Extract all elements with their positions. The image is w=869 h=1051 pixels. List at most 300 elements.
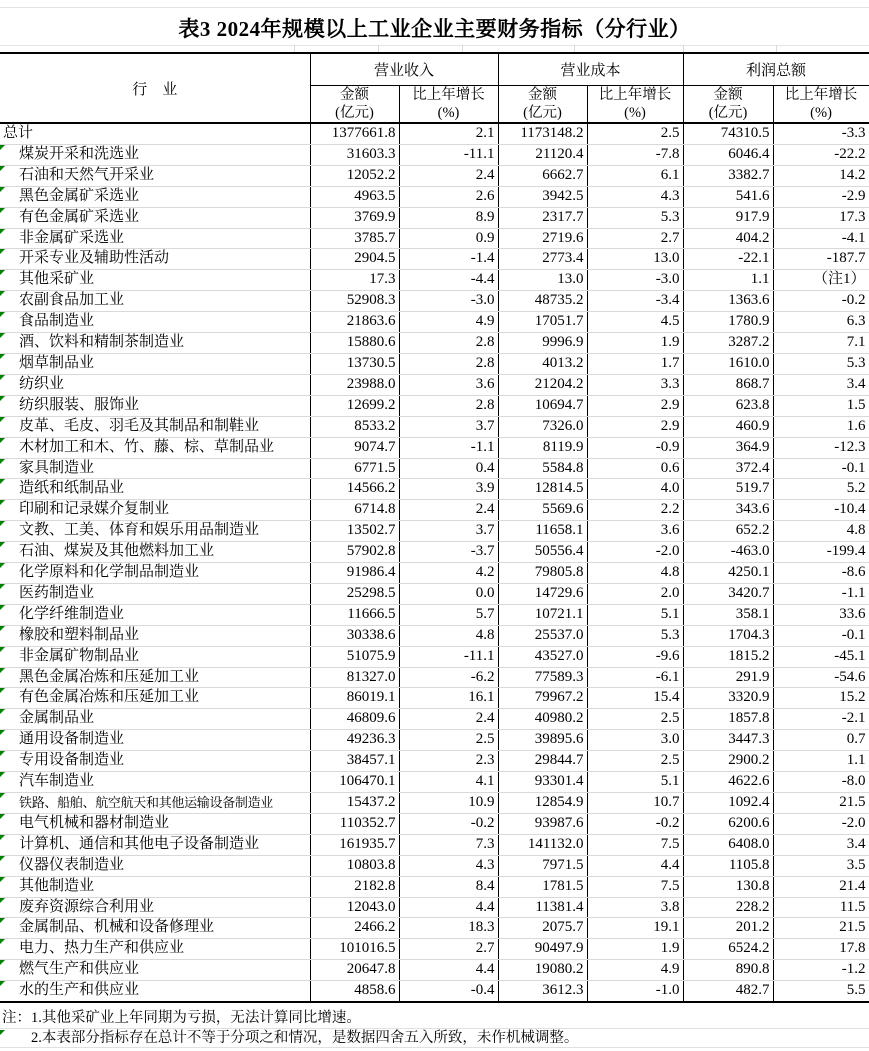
revenue-growth-cell: 10.9 (399, 793, 498, 814)
profit-amount-cell: 460.9 (683, 416, 773, 437)
industry-name-cell: 黑色金属矿采选业 (0, 186, 310, 207)
gridline-stub (462, 45, 463, 52)
profit-amount-cell: 6046.4 (683, 144, 773, 165)
subheader-line: 金额 (713, 86, 743, 103)
revenue-growth-cell: -1.1 (399, 437, 498, 458)
profit-growth-cell: -1.1 (773, 583, 869, 604)
table-row (0, 855, 869, 876)
table-row (0, 897, 869, 918)
profit-amount-cell: -463.0 (683, 542, 773, 563)
revenue-growth-cell: 0.9 (399, 228, 498, 249)
profit-amount-cell: 1610.0 (683, 353, 773, 374)
cost-growth-cell: 15.4 (587, 688, 683, 709)
revenue-amount-cell: 12699.2 (310, 395, 399, 416)
subheader-line: 金额 (528, 86, 558, 103)
cost-amount-cell: 19080.2 (498, 960, 587, 981)
revenue-amount-cell: 106470.1 (310, 772, 399, 793)
revenue-growth-cell: 3.7 (399, 416, 498, 437)
cost-growth-cell: 3.3 (587, 374, 683, 395)
table-row (0, 813, 869, 834)
revenue-amount-cell: 101016.5 (310, 939, 399, 960)
profit-amount-cell: 3382.7 (683, 165, 773, 186)
table-row (0, 793, 869, 814)
cost-amount-cell: 39895.6 (498, 730, 587, 751)
cost-amount-cell: 1173148.2 (498, 123, 587, 144)
industry-name-cell: 木材加工和木、竹、藤、棕、草制品业 (0, 437, 310, 458)
revenue-growth-cell: -11.1 (399, 646, 498, 667)
industry-name-cell: 农副食品加工业 (0, 291, 310, 312)
profit-growth-cell: 5.5 (773, 981, 869, 1002)
cost-growth-cell: -9.6 (587, 646, 683, 667)
page-title: 表3 2024年规模以上工业企业主要财务指标（分行业） (178, 17, 691, 41)
profit-amount-cell: 228.2 (683, 897, 773, 918)
gridline (0, 7, 869, 8)
cost-amount-cell: 7971.5 (498, 855, 587, 876)
cost-amount-cell: 2719.6 (498, 228, 587, 249)
cost-amount-cell: 77589.3 (498, 667, 587, 688)
revenue-amount-cell: 13502.7 (310, 521, 399, 542)
profit-amount-cell: 3287.2 (683, 333, 773, 354)
cost-growth-cell: 4.3 (587, 186, 683, 207)
subheader-line: 比上年增长 (784, 86, 858, 103)
cost-amount-cell: 90497.9 (498, 939, 587, 960)
profit-growth-cell: -187.7 (773, 249, 869, 270)
revenue-growth-cell: 8.4 (399, 876, 498, 897)
table-row (0, 981, 869, 1002)
revenue-amount-cell: 52908.3 (310, 291, 399, 312)
profit-amount-cell: 74310.5 (683, 123, 773, 144)
profit-amount-cell: 6408.0 (683, 834, 773, 855)
cost-amount-cell: 3942.5 (498, 186, 587, 207)
subheader-revenue-growth (399, 85, 498, 123)
industry-name-cell: 燃气生产和供应业 (0, 960, 310, 981)
profit-amount-cell: 1704.3 (683, 625, 773, 646)
table-row (0, 395, 869, 416)
revenue-amount-cell: 161935.7 (310, 834, 399, 855)
profit-growth-cell: 1.5 (773, 395, 869, 416)
gridline-stub (378, 45, 379, 52)
cost-growth-cell: 2.5 (587, 123, 683, 144)
profit-growth-cell: 21.5 (773, 793, 869, 814)
cost-growth-cell: -1.0 (587, 981, 683, 1002)
cost-growth-cell: 2.2 (587, 500, 683, 521)
gridline-stub (294, 45, 295, 52)
revenue-amount-cell: 38457.1 (310, 751, 399, 772)
revenue-growth-cell: 4.1 (399, 772, 498, 793)
cost-amount-cell: 21204.2 (498, 374, 587, 395)
cost-amount-cell: 10694.7 (498, 395, 587, 416)
cost-amount-cell: 48735.2 (498, 291, 587, 312)
table-body (0, 123, 869, 1002)
subheader-unit: (%) (624, 104, 646, 121)
profit-growth-cell: 21.4 (773, 876, 869, 897)
profit-amount-cell: 3447.3 (683, 730, 773, 751)
industry-name-cell: 纺织业 (0, 374, 310, 395)
table-row (0, 688, 869, 709)
footnote-1: 注：1.其他采矿业上年同期为亏损，无法计算同比增速。 (0, 1006, 869, 1029)
profit-growth-cell: -0.1 (773, 625, 869, 646)
table-row (0, 207, 869, 228)
profit-growth-cell: 1.1 (773, 751, 869, 772)
revenue-amount-cell: 20647.8 (310, 960, 399, 981)
revenue-growth-cell: 3.9 (399, 479, 498, 500)
profit-growth-cell: -0.2 (773, 291, 869, 312)
cost-growth-cell: -0.9 (587, 437, 683, 458)
revenue-growth-cell: 3.6 (399, 374, 498, 395)
revenue-growth-cell: 4.8 (399, 625, 498, 646)
profit-amount-cell: 482.7 (683, 981, 773, 1002)
cost-growth-cell: 5.1 (587, 772, 683, 793)
profit-growth-cell: 5.2 (773, 479, 869, 500)
table-row (0, 876, 869, 897)
revenue-amount-cell: 91986.4 (310, 563, 399, 584)
revenue-growth-cell: 2.4 (399, 709, 498, 730)
gridline-stub (683, 45, 684, 52)
revenue-growth-cell: -6.2 (399, 667, 498, 688)
revenue-growth-cell: 5.7 (399, 604, 498, 625)
profit-growth-cell: 3.4 (773, 834, 869, 855)
industry-name-cell: 橡胶和塑料制品业 (0, 625, 310, 646)
profit-growth-cell: -8.0 (773, 772, 869, 793)
cost-growth-cell: -6.1 (587, 667, 683, 688)
industry-name-cell: 石油和天然气开采业 (0, 165, 310, 186)
revenue-amount-cell: 8533.2 (310, 416, 399, 437)
revenue-growth-cell: 2.8 (399, 395, 498, 416)
revenue-growth-cell: 4.4 (399, 960, 498, 981)
gridline-stub (776, 45, 777, 52)
cost-growth-cell: -2.0 (587, 542, 683, 563)
profit-growth-cell: -1.2 (773, 960, 869, 981)
revenue-growth-cell: 4.3 (399, 855, 498, 876)
industry-name-cell: 石油、煤炭及其他燃料加工业 (0, 542, 310, 563)
table-row (0, 437, 869, 458)
profit-amount-cell: 868.7 (683, 374, 773, 395)
revenue-growth-cell: -1.4 (399, 249, 498, 270)
cost-growth-cell: 4.0 (587, 479, 683, 500)
profit-growth-cell: 17.8 (773, 939, 869, 960)
revenue-growth-cell: 2.5 (399, 730, 498, 751)
cost-growth-cell: 3.6 (587, 521, 683, 542)
profit-amount-cell: 358.1 (683, 604, 773, 625)
subheader-unit: (%) (437, 104, 460, 121)
profit-amount-cell: 6524.2 (683, 939, 773, 960)
table-row (0, 625, 869, 646)
cost-amount-cell: 1781.5 (498, 876, 587, 897)
table-row (0, 228, 869, 249)
industry-name-cell: 金属制品业 (0, 709, 310, 730)
cost-growth-cell: 5.3 (587, 625, 683, 646)
profit-growth-cell: 21.5 (773, 918, 869, 939)
table-row (0, 960, 869, 981)
industry-name-cell: 开采专业及辅助性活动 (0, 249, 310, 270)
cost-amount-cell: 10721.1 (498, 604, 587, 625)
table-row (0, 416, 869, 437)
table-row (0, 772, 869, 793)
cost-amount-cell: 5569.6 (498, 500, 587, 521)
industry-name-cell: 其他制造业 (0, 876, 310, 897)
revenue-growth-cell: 2.6 (399, 186, 498, 207)
revenue-amount-cell: 12052.2 (310, 165, 399, 186)
profit-amount-cell: 1815.2 (683, 646, 773, 667)
profit-amount-cell: -22.1 (683, 249, 773, 270)
revenue-amount-cell: 9074.7 (310, 437, 399, 458)
revenue-amount-cell: 2904.5 (310, 249, 399, 270)
group-header-cost: 营业成本 (498, 53, 683, 85)
profit-amount-cell: 1780.9 (683, 312, 773, 333)
subheader-revenue-amount (310, 85, 399, 123)
industry-name-cell: 水的生产和供应业 (0, 981, 310, 1002)
industry-name-cell: 非金属矿物制品业 (0, 646, 310, 667)
subheader-unit: (亿元) (708, 104, 748, 121)
table-row (0, 730, 869, 751)
gridline (0, 45, 869, 46)
profit-growth-cell: 15.2 (773, 688, 869, 709)
cost-amount-cell: 93301.4 (498, 772, 587, 793)
footnotes (0, 1006, 869, 1048)
cost-growth-cell: -3.0 (587, 270, 683, 291)
profit-amount-cell: 890.8 (683, 960, 773, 981)
revenue-growth-cell: 2.1 (399, 123, 498, 144)
profit-growth-cell: 14.2 (773, 165, 869, 186)
industry-name-cell: 通用设备制造业 (0, 730, 310, 751)
profit-growth-cell: -3.3 (773, 123, 869, 144)
profit-growth-cell: 11.5 (773, 897, 869, 918)
profit-amount-cell: 3320.9 (683, 688, 773, 709)
cost-amount-cell: 12814.5 (498, 479, 587, 500)
cost-amount-cell: 3612.3 (498, 981, 587, 1002)
revenue-growth-cell: 18.3 (399, 918, 498, 939)
cost-growth-cell: 10.7 (587, 793, 683, 814)
cost-amount-cell: 11658.1 (498, 521, 587, 542)
table-row (0, 186, 869, 207)
profit-amount-cell: 6200.6 (683, 813, 773, 834)
industry-name-cell: 有色金属冶炼和压延加工业 (0, 688, 310, 709)
table-row (0, 542, 869, 563)
revenue-growth-cell: -3.7 (399, 542, 498, 563)
revenue-growth-cell: 8.9 (399, 207, 498, 228)
cost-growth-cell: -7.8 (587, 144, 683, 165)
profit-growth-cell: 33.6 (773, 604, 869, 625)
profit-amount-cell: 1105.8 (683, 855, 773, 876)
revenue-amount-cell: 81327.0 (310, 667, 399, 688)
table-row (0, 563, 869, 584)
industry-name-cell: 印刷和记录媒介复制业 (0, 500, 310, 521)
profit-growth-cell: 5.3 (773, 353, 869, 374)
profit-amount-cell: 519.7 (683, 479, 773, 500)
cost-amount-cell: 17051.7 (498, 312, 587, 333)
cost-amount-cell: 7326.0 (498, 416, 587, 437)
revenue-amount-cell: 3769.9 (310, 207, 399, 228)
profit-growth-cell: （注1） (773, 270, 869, 291)
industry-name-cell: 金属制品、机械和设备修理业 (0, 918, 310, 939)
profit-amount-cell: 343.6 (683, 500, 773, 521)
table-row (0, 270, 869, 291)
subheader-unit: (%) (810, 104, 832, 121)
industry-name-cell: 食品制造业 (0, 312, 310, 333)
subheader-unit: (亿元) (335, 104, 374, 121)
cost-growth-cell: 6.1 (587, 165, 683, 186)
table-row (0, 939, 869, 960)
revenue-growth-cell: 2.8 (399, 353, 498, 374)
profit-growth-cell: -0.1 (773, 458, 869, 479)
industry-name-cell: 化学纤维制造业 (0, 604, 310, 625)
group-header-revenue: 营业收入 (310, 53, 498, 85)
cost-amount-cell: 93987.6 (498, 813, 587, 834)
cost-amount-cell: 40980.2 (498, 709, 587, 730)
subheader-profit-amount (683, 85, 773, 123)
profit-growth-cell: 4.8 (773, 521, 869, 542)
table-row (0, 667, 869, 688)
revenue-growth-cell: 16.1 (399, 688, 498, 709)
cost-amount-cell: 6662.7 (498, 165, 587, 186)
cost-amount-cell: 9996.9 (498, 333, 587, 354)
revenue-amount-cell: 4963.5 (310, 186, 399, 207)
cost-growth-cell: 2.5 (587, 751, 683, 772)
revenue-amount-cell: 10803.8 (310, 855, 399, 876)
cost-growth-cell: 3.0 (587, 730, 683, 751)
cost-amount-cell: 5584.8 (498, 458, 587, 479)
profit-amount-cell: 201.2 (683, 918, 773, 939)
profit-amount-cell: 1857.8 (683, 709, 773, 730)
subheader-profit-growth (773, 85, 869, 123)
cost-amount-cell: 29844.7 (498, 751, 587, 772)
cost-growth-cell: 2.0 (587, 583, 683, 604)
profit-amount-cell: 623.8 (683, 395, 773, 416)
cost-amount-cell: 25537.0 (498, 625, 587, 646)
profit-growth-cell: 7.1 (773, 333, 869, 354)
table-row (0, 479, 869, 500)
cost-growth-cell: 5.1 (587, 604, 683, 625)
cost-growth-cell: 2.9 (587, 416, 683, 437)
table-row (0, 249, 869, 270)
profit-amount-cell: 2900.2 (683, 751, 773, 772)
profit-amount-cell: 364.9 (683, 437, 773, 458)
revenue-growth-cell: 3.7 (399, 521, 498, 542)
revenue-growth-cell: 4.2 (399, 563, 498, 584)
profit-growth-cell: -22.2 (773, 144, 869, 165)
cost-growth-cell: 19.1 (587, 918, 683, 939)
cost-growth-cell: 4.4 (587, 855, 683, 876)
profit-amount-cell: 1092.4 (683, 793, 773, 814)
revenue-amount-cell: 86019.1 (310, 688, 399, 709)
revenue-amount-cell: 49236.3 (310, 730, 399, 751)
table-row (0, 291, 869, 312)
profit-growth-cell: -45.1 (773, 646, 869, 667)
cost-amount-cell: 13.0 (498, 270, 587, 291)
table-row (0, 144, 869, 165)
revenue-amount-cell: 30338.6 (310, 625, 399, 646)
table-row (0, 333, 869, 354)
revenue-growth-cell: -0.2 (399, 813, 498, 834)
profit-growth-cell: 3.5 (773, 855, 869, 876)
profit-amount-cell: 3420.7 (683, 583, 773, 604)
cost-growth-cell: 4.8 (587, 563, 683, 584)
industry-name-cell: 家具制造业 (0, 458, 310, 479)
profit-amount-cell: 1.1 (683, 270, 773, 291)
industry-name-cell: 酒、饮料和精制茶制造业 (0, 333, 310, 354)
industry-name-cell: 造纸和纸制品业 (0, 479, 310, 500)
profit-growth-cell: 0.7 (773, 730, 869, 751)
profit-growth-cell: 1.6 (773, 416, 869, 437)
revenue-amount-cell: 2182.8 (310, 876, 399, 897)
revenue-amount-cell: 110352.7 (310, 813, 399, 834)
revenue-amount-cell: 6771.5 (310, 458, 399, 479)
subheader-line: 金额 (340, 86, 369, 103)
industry-name-cell: 其他采矿业 (0, 270, 310, 291)
subheader-cost-growth (587, 85, 683, 123)
revenue-amount-cell: 4858.6 (310, 981, 399, 1002)
cost-amount-cell: 43527.0 (498, 646, 587, 667)
subheader-cost-amount (498, 85, 587, 123)
revenue-growth-cell: -11.1 (399, 144, 498, 165)
industry-name-cell: 专用设备制造业 (0, 751, 310, 772)
cost-amount-cell: 2317.7 (498, 207, 587, 228)
cost-amount-cell: 141132.0 (498, 834, 587, 855)
revenue-growth-cell: -4.4 (399, 270, 498, 291)
cost-growth-cell: 7.5 (587, 834, 683, 855)
industry-name-cell: 废弃资源综合利用业 (0, 897, 310, 918)
table-header (0, 53, 869, 123)
revenue-amount-cell: 21863.6 (310, 312, 399, 333)
group-header-profit: 利润总额 (683, 53, 869, 85)
revenue-amount-cell: 6714.8 (310, 500, 399, 521)
revenue-amount-cell: 31603.3 (310, 144, 399, 165)
profit-amount-cell: 372.4 (683, 458, 773, 479)
subheader-line: 比上年增长 (412, 86, 485, 103)
industry-name-cell: 汽车制造业 (0, 772, 310, 793)
profit-amount-cell: 4250.1 (683, 563, 773, 584)
industry-name-cell: 煤炭开采和洗选业 (0, 144, 310, 165)
profit-growth-cell: -2.0 (773, 813, 869, 834)
revenue-amount-cell: 2466.2 (310, 918, 399, 939)
industry-name-cell: 电气机械和器材制造业 (0, 813, 310, 834)
industry-name-cell: 烟草制品业 (0, 353, 310, 374)
table-row (0, 583, 869, 604)
revenue-amount-cell: 57902.8 (310, 542, 399, 563)
revenue-amount-cell: 3785.7 (310, 228, 399, 249)
revenue-growth-cell: 2.3 (399, 751, 498, 772)
subheader-unit: (亿元) (523, 104, 562, 121)
profit-growth-cell: -10.4 (773, 500, 869, 521)
table-row (0, 604, 869, 625)
revenue-growth-cell: 2.4 (399, 165, 498, 186)
revenue-amount-cell: 11666.5 (310, 604, 399, 625)
revenue-amount-cell: 13730.5 (310, 353, 399, 374)
revenue-amount-cell: 25298.5 (310, 583, 399, 604)
industry-name-cell: 文教、工美、体育和娱乐用品制造业 (0, 521, 310, 542)
profit-amount-cell: 404.2 (683, 228, 773, 249)
cost-amount-cell: 4013.2 (498, 353, 587, 374)
revenue-growth-cell: 4.9 (399, 312, 498, 333)
revenue-growth-cell: 7.3 (399, 834, 498, 855)
revenue-growth-cell: 2.8 (399, 333, 498, 354)
profit-amount-cell: 917.9 (683, 207, 773, 228)
cost-amount-cell: 11381.4 (498, 897, 587, 918)
profit-amount-cell: 541.6 (683, 186, 773, 207)
table-row (0, 918, 869, 939)
table-row (0, 123, 869, 144)
revenue-growth-cell: 4.4 (399, 897, 498, 918)
cost-growth-cell: 3.8 (587, 897, 683, 918)
table-row (0, 751, 869, 772)
industry-name-cell: 计算机、通信和其他电子设备制造业 (0, 834, 310, 855)
cost-amount-cell: 12854.9 (498, 793, 587, 814)
cost-growth-cell: 2.5 (587, 709, 683, 730)
cost-growth-cell: 5.3 (587, 207, 683, 228)
revenue-amount-cell: 46809.6 (310, 709, 399, 730)
profit-growth-cell: -54.6 (773, 667, 869, 688)
cost-amount-cell: 2773.4 (498, 249, 587, 270)
